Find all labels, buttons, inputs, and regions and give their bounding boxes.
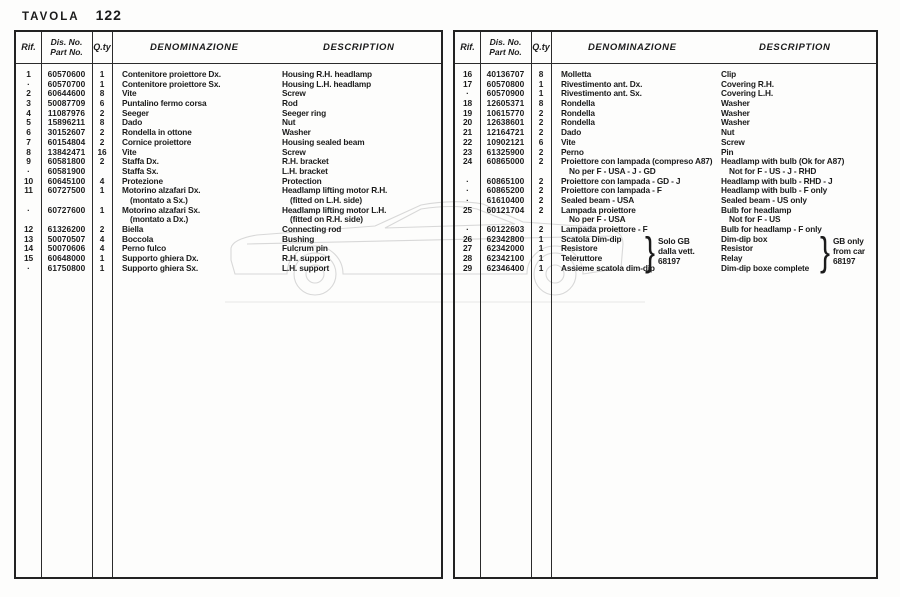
description-text: Screw [721,136,745,147]
qty-cell: 2 [538,107,544,118]
denominazione-text: Proiettore con lampada - F [561,185,662,196]
header-qty: Q.ty [93,41,111,52]
denominazione-text: Rondella [561,98,595,109]
qty-cell: 8 [538,98,544,109]
rif-cell: 28 [462,253,472,264]
description-text: Headlamp with bulb (Ok for A87) [721,156,845,167]
part-number-cell: 50070606 [47,243,86,254]
description-text: Housing sealed beam [282,136,365,147]
header-part-no-line2: Part No. [489,46,522,57]
qty-cell: 2 [538,204,544,215]
part-number-cell: 61610400 [486,194,525,205]
rif-cell: 19 [462,107,472,118]
rif-cell: 8 [26,146,31,157]
denominazione-text: Supporto ghiera Dx. [122,253,199,264]
qty-cell: 1 [538,78,544,89]
description-text: Screw [282,88,306,99]
description-text: Washer [721,117,750,128]
rif-cell: 26 [462,233,472,244]
description-text: Not for F - US [729,214,781,225]
qty-cell: 1 [99,78,105,89]
qty-cell: 2 [99,156,105,167]
description-text: L.H. support [282,262,330,273]
rif-cell: 17 [462,78,472,89]
header-rif: Rif. [21,41,36,52]
rif-cell: 29 [462,262,472,273]
part-number-cell: 62342000 [486,243,525,254]
denominazione-text: Staffa Dx. [122,156,159,167]
part-number-cell: 10615770 [486,107,525,118]
rif-cell: 25 [462,204,472,215]
gb-note-text [833,237,865,266]
description-text: Protection [282,175,322,186]
qty-cell: 1 [99,204,105,215]
denominazione-text: Dado [122,117,143,128]
part-number-cell: 40136707 [486,69,525,79]
description-text: Nut [721,127,735,138]
table-row [455,206,876,216]
rif-cell: 23 [462,146,472,157]
description-text: L.H. bracket [282,165,328,176]
qty-cell: 16 [97,146,107,157]
parts-table-left [14,30,443,579]
table-row [16,264,441,274]
description-text: Nut [282,117,296,128]
header-names [551,43,876,53]
rif-cell: 9 [26,156,31,167]
qty-cell: 6 [538,136,544,147]
name-cell [551,138,876,148]
denominazione-text: Resistore [561,243,598,254]
gb-note-line: dalla vett. [658,245,695,256]
tavola-number: 122 [95,7,122,23]
qty-cell: 2 [538,146,544,157]
denominazione-text: No per F - USA - J - GD [569,165,656,176]
rif-cell: 16 [462,69,472,79]
header-denominazione: DENOMINAZIONE [149,41,239,53]
qty-cell: 2 [99,127,105,138]
gb-note-text [658,237,695,266]
rif-cell: · [27,165,30,176]
part-number-cell: 60581800 [47,156,86,167]
qty-cell: 8 [99,88,105,99]
part-number-cell: 10902121 [486,136,525,147]
gb-note-english [820,230,865,274]
qty-cell: 8 [538,69,544,79]
qty-cell: 2 [99,224,105,234]
denominazione-text: Contenitore proiettore Dx. [122,69,221,79]
header-description: DESCRIPTION [758,41,831,53]
rif-cell: · [466,194,469,205]
tavola-label: TAVOLA [22,11,80,23]
table-row [16,186,441,196]
part-number-cell: 61750800 [47,262,86,273]
name-cell [112,215,441,225]
part-number-cell: 12638601 [486,117,525,128]
description-text: Headlamp with bulb - F only [721,185,828,196]
denominazione-text: No per F - USA [569,214,626,225]
description-text: Resistor [721,243,753,254]
description-text: Headlamp lifting motor R.H. [282,185,388,196]
name-cell [112,264,441,274]
name-cell [551,99,876,109]
qty-cell: 1 [99,253,105,264]
name-cell [112,109,441,119]
description-text: Washer [282,127,311,138]
part-number-cell: 60865000 [486,156,525,167]
header-dis-no: Dis. No. [50,37,83,47]
rif-cell: · [27,78,30,89]
header-description: DESCRIPTION [322,41,395,53]
rif-cell: 3 [26,98,31,109]
description-text: (fitted on R.H. side) [290,214,363,225]
part-number-cell: 60570600 [47,69,86,79]
description-text: Not for F - US - J - RHD [729,165,817,176]
denominazione-text: Sealed beam - USA [561,194,635,205]
qty-cell: 1 [538,233,544,244]
header-rif: Rif. [460,41,475,52]
description-text: Seeger ring [282,107,326,118]
description-text: Connecting rod [282,224,342,234]
qty-cell: 1 [538,88,544,99]
description-text: Screw [282,146,306,157]
name-cell [551,118,876,128]
part-number-cell: 12605371 [486,98,525,109]
denominazione-text: Puntalino fermo corsa [122,98,207,109]
part-number-cell: 30152607 [47,127,86,138]
rif-cell: · [466,185,469,196]
qty-cell: 2 [538,185,544,196]
rif-cell: 5 [26,117,31,128]
table-header [16,32,441,64]
gb-note-line: from car [833,245,865,256]
name-cell [551,89,876,99]
denominazione-text: Boccola [122,233,154,244]
name-cell [551,109,876,119]
part-number-cell: 50087709 [47,98,86,109]
denominazione-text: Perno fulco [122,243,166,254]
rif-cell: 27 [462,243,472,254]
header-dis-no: Dis. No. [489,37,522,47]
part-number-cell: 60581900 [47,165,86,176]
denominazione-text: Proiettore con lampada (compreso A87) [561,156,713,167]
part-number-cell: 60121704 [486,204,525,215]
rif-cell: 11 [24,185,33,196]
rif-cell: 7 [26,136,31,147]
denominazione-text: Rivestimento ant. Sx. [561,88,642,99]
denominazione-text: Proiettore con lampada - GD - J [561,175,681,186]
part-number-cell: 60570900 [486,88,525,99]
denominazione-text: Assieme scatola dim-dip [561,262,655,273]
qty-cell: 4 [99,243,105,254]
description-text: Dim-dip boxe complete [721,262,810,273]
name-cell [112,225,441,235]
rif-cell: · [466,88,469,99]
gb-note-line: GB only [833,236,864,246]
denominazione-text: Rondella in ottone [122,127,192,138]
gb-note-italian [645,230,695,274]
name-cell [112,80,441,90]
qty-cell: 1 [538,262,544,273]
denominazione-text: Rondella [561,107,595,118]
part-number-cell: 60570700 [47,78,86,89]
denominazione-text: Lampada proiettore - F [561,224,648,234]
part-number-cell: 13842471 [47,146,86,157]
description-text: Housing L.H. headlamp [282,78,372,89]
qty-cell: 2 [538,175,544,186]
part-number-cell: 60570800 [486,78,525,89]
qty-cell: 1 [99,185,105,196]
description-text: Covering R.H. [721,78,774,89]
rif-cell: 13 [23,233,33,244]
denominazione-text: Perno [561,146,584,157]
description-text: Sealed beam - US only [721,194,807,205]
denominazione-text: Motorino alzafari Dx. [122,185,201,196]
description-text: Bulb for headlamp [721,204,792,215]
header-part-no [41,38,92,57]
denominazione-text: Vite [561,136,576,147]
brace-icon: } [820,230,831,274]
part-number-cell: 11087976 [47,107,86,118]
header-qty: Q.ty [532,41,550,52]
part-number-cell: 61325900 [486,146,525,157]
description-text: Washer [721,107,750,118]
part-number-cell: 60727600 [47,204,86,215]
part-number-cell: 60645100 [47,175,86,186]
rif-cell: 6 [26,127,31,138]
denominazione-text: Biella [122,224,144,234]
part-number-cell: 15896211 [47,117,86,128]
rif-cell: · [466,224,469,234]
denominazione-text: (montato a Dx.) [130,214,189,225]
description-text: Dim-dip box [721,233,768,244]
description-text: Headlamp with bulb - RHD - J [721,175,833,186]
description-text: Clip [721,69,737,79]
denominazione-text: Rondella [561,117,595,128]
description-text: Pin [721,146,734,157]
part-number-cell: 61326200 [47,224,86,234]
qty-cell: 2 [538,127,544,138]
gb-note-line: Solo GB [658,236,690,246]
denominazione-text: (montato a Sx.) [130,194,188,205]
rif-cell: · [27,204,30,215]
qty-cell: 4 [99,175,105,186]
denominazione-text: Vite [122,88,137,99]
description-text: Headlamp lifting motor L.H. [282,204,387,215]
rif-cell: 4 [26,107,31,118]
qty-cell: 1 [538,243,544,254]
rif-cell: 1 [26,69,31,79]
table-row [16,206,441,216]
qty-cell: 2 [538,156,544,167]
page-title [22,7,122,25]
description-text: (fitted on L.H. side) [290,194,362,205]
part-number-cell: 60727500 [47,185,86,196]
qty-cell: 2 [538,194,544,205]
header-part-no [480,38,531,57]
qty-cell: 2 [99,136,105,147]
denominazione-text: Supporto ghiera Sx. [122,262,198,273]
description-text: Housing R.H. headlamp [282,69,372,79]
table-header [455,32,876,64]
denominazione-text: Lampada proiettore [561,204,636,215]
name-cell [112,157,441,167]
denominazione-text: Teleruttore [561,253,603,264]
gb-note-line: 68197 [833,255,856,266]
part-number-cell: 62346400 [486,262,525,273]
qty-cell: 1 [538,253,544,264]
description-text: Fulcrum pin [282,243,328,254]
brace-icon: } [645,230,656,274]
denominazione-text: Seeger [122,107,149,118]
part-number-cell: 60865100 [486,175,525,186]
rif-cell: 18 [462,98,472,109]
part-number-cell: 60648000 [47,253,86,264]
name-cell [112,138,441,148]
description-text: Washer [721,98,750,109]
denominazione-text: Protezione [122,175,163,186]
denominazione-text: Contenitore proiettore Sx. [122,78,221,89]
qty-cell: 2 [99,107,105,118]
rif-cell: 24 [462,156,472,167]
denominazione-text: Cornice proiettore [122,136,192,147]
denominazione-text: Molletta [561,69,592,79]
header-denominazione: DENOMINAZIONE [587,41,677,53]
description-text: Relay [721,253,743,264]
description-text: R.H. support [282,253,330,264]
rif-cell: 2 [26,88,31,99]
part-number-cell: 60644600 [47,88,86,99]
description-text: Rod [282,98,298,109]
part-number-cell: 62342800 [486,233,525,244]
rif-cell: 20 [462,117,472,128]
qty-cell: 2 [538,117,544,128]
denominazione-text: Staffa Sx. [122,165,159,176]
name-cell [112,99,441,109]
description-text: R.H. bracket [282,156,329,167]
name-cell [112,148,441,158]
denominazione-text: Dado [561,127,582,138]
name-cell [551,128,876,138]
rif-cell: 15 [23,253,33,264]
qty-cell: 2 [538,224,544,234]
rif-cell: 10 [23,175,33,186]
denominazione-text: Motorino alzafari Sx. [122,204,200,215]
part-number-cell: 60122603 [486,224,525,234]
rif-cell: · [466,175,469,186]
parts-table-right [453,30,878,579]
header-part-no-line2: Part No. [50,46,83,57]
description-text: Bushing [282,233,315,244]
part-number-cell: 62342100 [486,253,525,264]
qty-cell: 1 [99,69,105,79]
description-text: Bulb for headlamp - F only [721,224,822,234]
qty-cell: 8 [99,117,105,128]
table-body [16,64,441,273]
description-text: Covering L.H. [721,88,773,99]
rif-cell: 21 [462,127,472,138]
denominazione-text: Vite [122,146,137,157]
rif-cell: 22 [462,136,472,147]
part-number-cell: 12164721 [486,127,525,138]
denominazione-text: Scatola Dim-dip [561,233,622,244]
part-number-cell: 60865200 [486,185,525,196]
part-number-cell: 50070507 [47,233,86,244]
qty-cell: 4 [99,233,105,244]
qty-cell: 1 [99,262,105,273]
denominazione-text: Rivestimento ant. Dx. [561,78,643,89]
qty-cell: 6 [99,98,105,109]
rif-cell: · [27,262,30,273]
rif-cell: 12 [23,224,33,234]
rif-cell: 14 [23,243,33,254]
part-number-cell: 60154804 [47,136,86,147]
gb-note-line: 68197 [658,255,681,266]
header-names [112,43,441,53]
